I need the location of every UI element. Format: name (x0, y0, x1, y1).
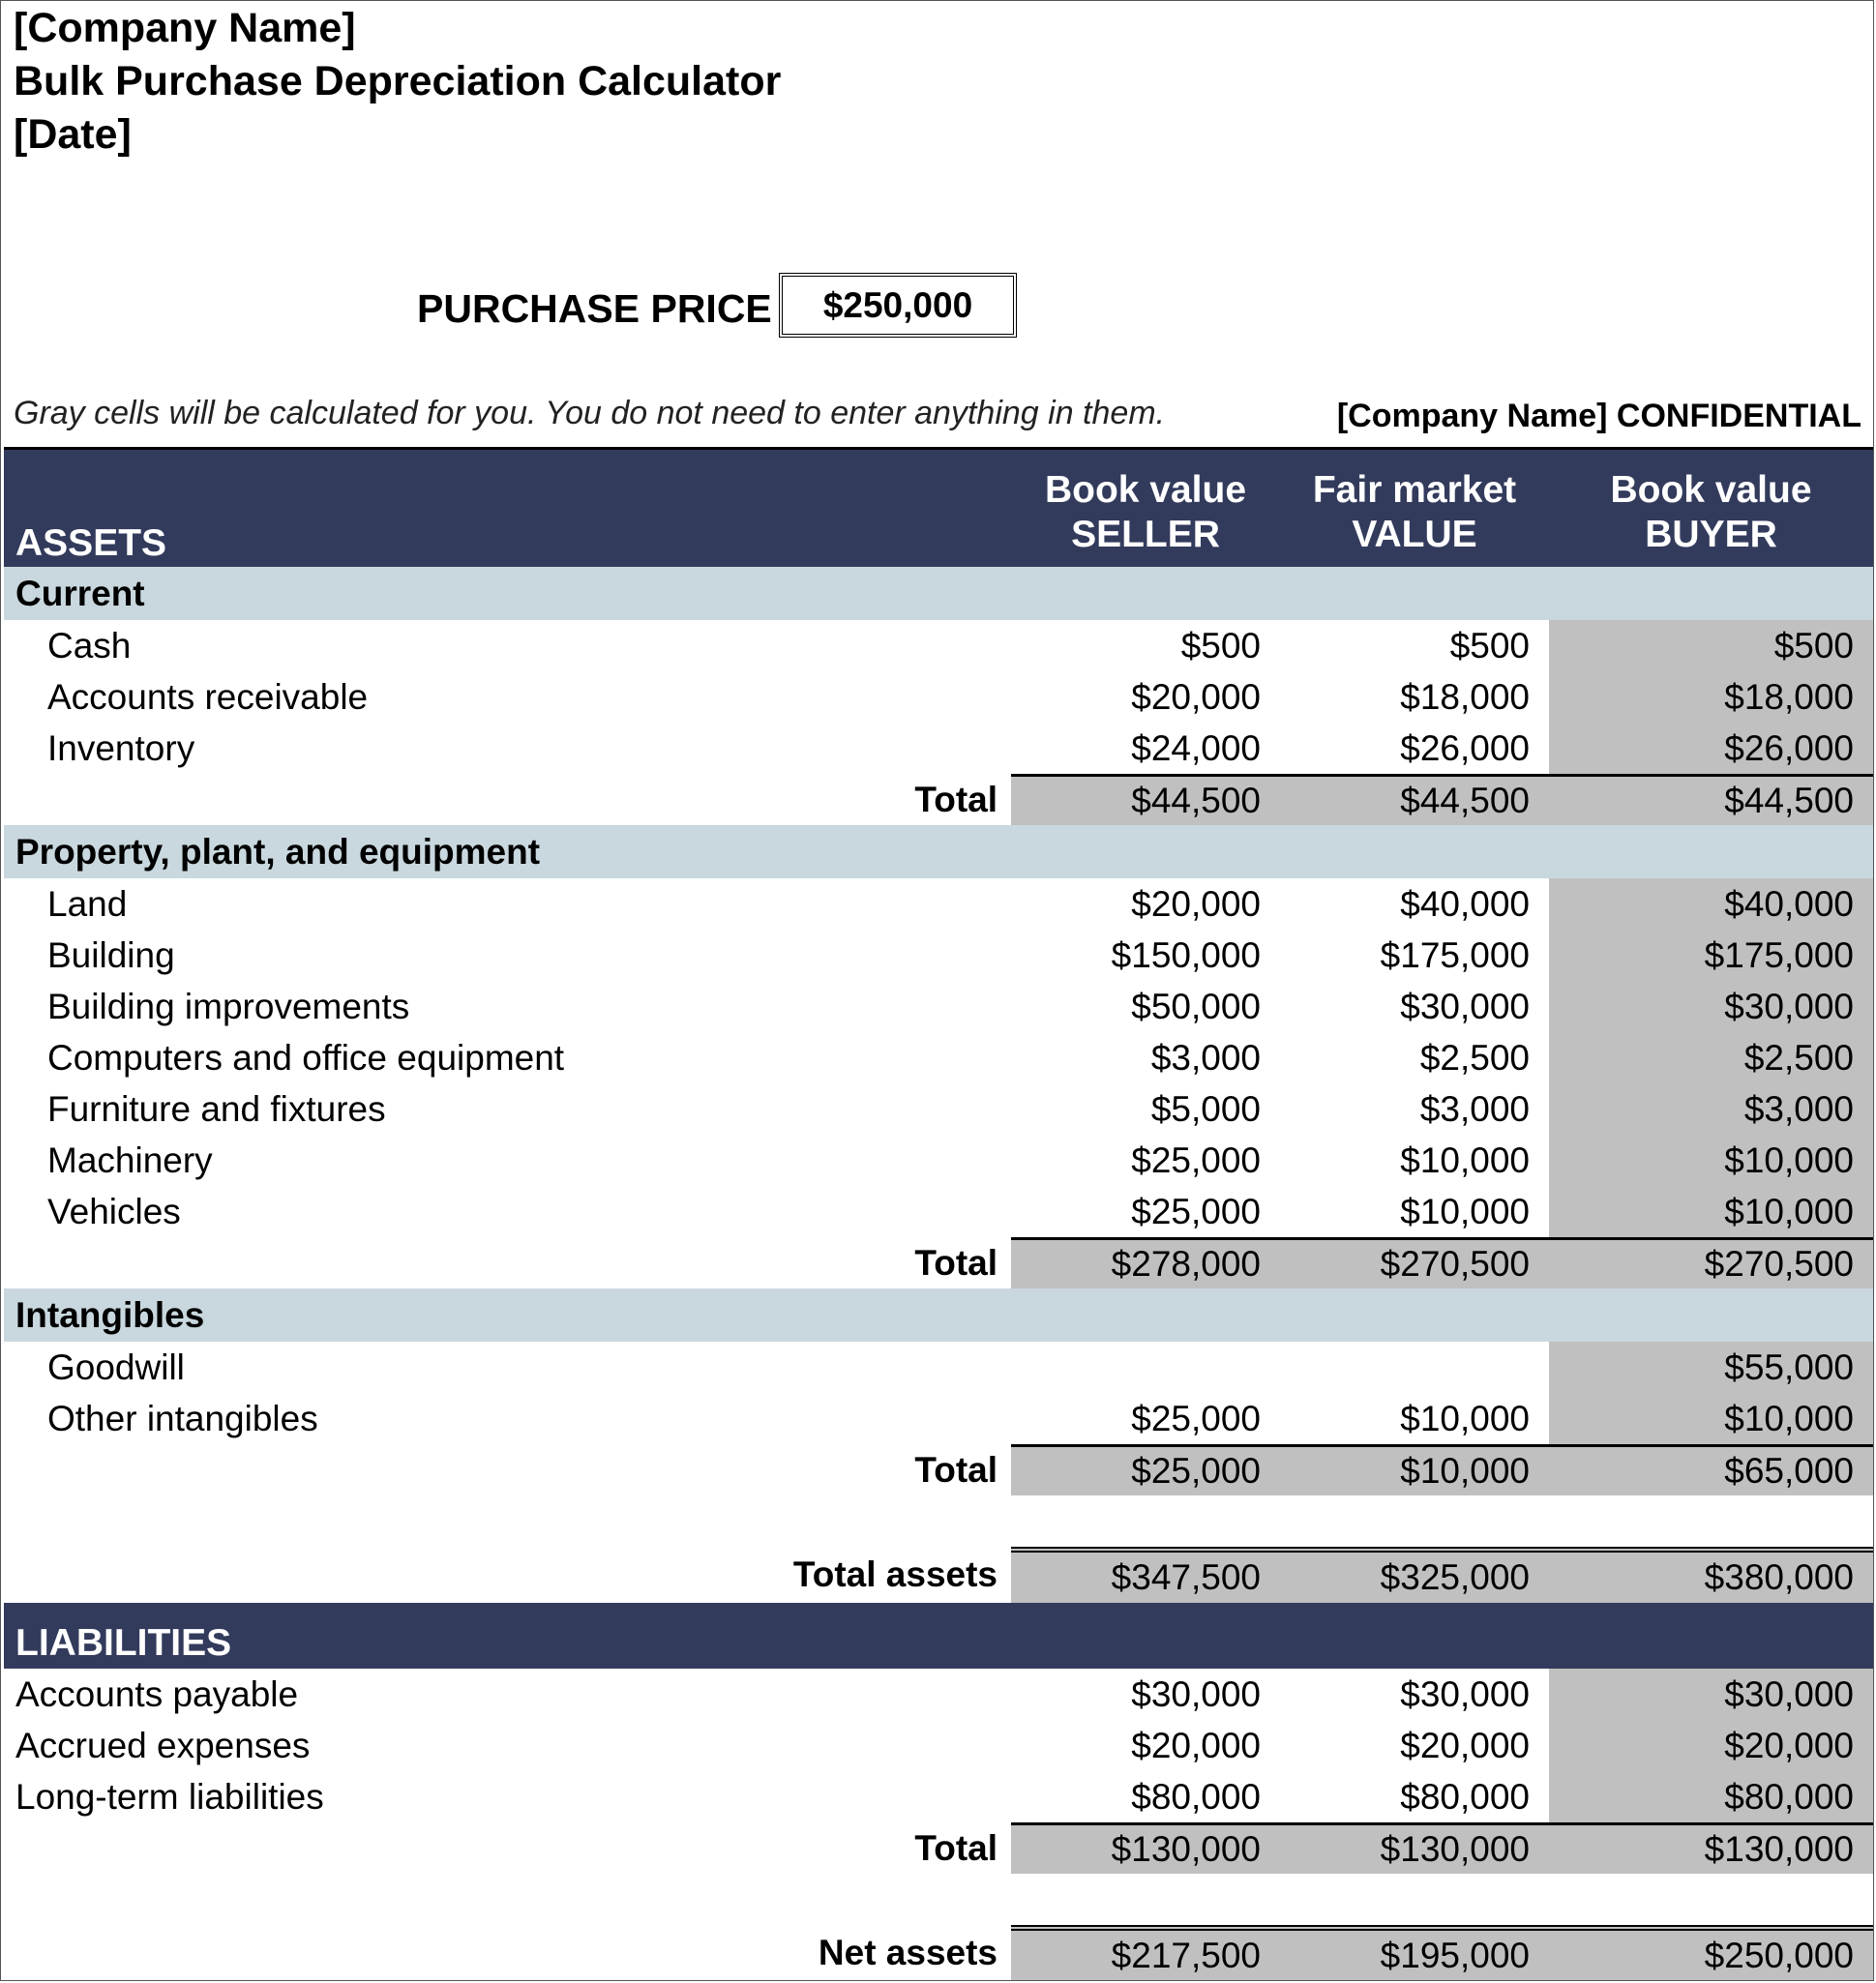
assets-heading: ASSETS (15, 522, 167, 564)
seller-cell[interactable]: $20,000 (1131, 1725, 1261, 1765)
row-label: Furniture and fixtures (47, 1088, 386, 1129)
seller-total: $25,000 (1011, 1444, 1280, 1495)
table-row (4, 1669, 1873, 1720)
col-seller-line2: SELLER (1071, 513, 1220, 555)
row-label: Machinery (47, 1139, 213, 1180)
seller-cell[interactable]: $30,000 (1131, 1673, 1261, 1714)
category-current (4, 567, 1873, 620)
fmv-net-assets: $195,000 (1280, 1925, 1549, 1981)
buyer-cell: $175,000 (1549, 930, 1873, 981)
liabilities-header-row (4, 1603, 1873, 1669)
buyer-cell: $80,000 (1549, 1771, 1873, 1822)
buyer-cell: $18,000 (1549, 671, 1873, 723)
table-row (4, 930, 1873, 981)
table-row (4, 981, 1873, 1032)
fmv-cell[interactable]: $10,000 (1400, 1191, 1530, 1231)
seller-cell[interactable]: $20,000 (1131, 676, 1261, 717)
fmv-cell[interactable] (1280, 1342, 1549, 1393)
category-ppe (4, 825, 1873, 878)
total-row-intangibles (4, 1444, 1873, 1495)
page-title: Bulk Purchase Depreciation Calculator (14, 58, 782, 104)
buyer-total: $65,000 (1549, 1444, 1873, 1495)
instruction-note: Gray cells will be calculated for you. You do not need to enter anything in them. (14, 395, 1166, 431)
fmv-total: $10,000 (1280, 1444, 1549, 1495)
total-assets-label: Total assets (792, 1554, 998, 1594)
fmv-cell[interactable]: $18,000 (1400, 676, 1530, 717)
table-row (4, 1393, 1873, 1444)
col-buyer-line1: Book value (1610, 468, 1812, 511)
col-seller-line1: Book value (1044, 468, 1247, 511)
row-label: Building (47, 934, 175, 975)
row-label: Cash (47, 625, 132, 666)
table-row (4, 1720, 1873, 1771)
confidential-label: [Company Name] CONFIDENTIAL (1336, 398, 1861, 434)
row-label: Accounts payable (15, 1673, 299, 1714)
table-row (4, 723, 1873, 774)
seller-cell[interactable]: $500 (1180, 625, 1261, 666)
total-label: Total (914, 1242, 998, 1283)
col-fmv-line2: VALUE (1352, 513, 1477, 555)
assets-header-row (4, 447, 1873, 567)
buyer-cell: $10,000 (1549, 1135, 1873, 1186)
seller-cell[interactable]: $25,000 (1131, 1139, 1261, 1180)
fmv-cell[interactable]: $80,000 (1400, 1776, 1530, 1817)
seller-cell[interactable]: $80,000 (1131, 1776, 1261, 1817)
row-label: Other intangibles (47, 1398, 318, 1438)
seller-cell[interactable]: $5,000 (1150, 1088, 1261, 1129)
row-label: Computers and office equipment (47, 1037, 565, 1078)
report-date: [Date] (14, 111, 132, 158)
fmv-cell[interactable]: $2,500 (1419, 1037, 1530, 1078)
spacer-row (4, 1874, 1873, 1925)
table-row (4, 1135, 1873, 1186)
table-row (4, 1083, 1873, 1135)
buyer-net-assets: $250,000 (1549, 1925, 1873, 1981)
net-assets-row (4, 1925, 1873, 1981)
purchase-price-input[interactable]: $250,000 (779, 273, 1017, 338)
buyer-cell: $20,000 (1549, 1720, 1873, 1771)
seller-cell[interactable]: $150,000 (1111, 934, 1261, 975)
buyer-cell: $10,000 (1549, 1393, 1873, 1444)
row-label: Land (47, 883, 128, 924)
seller-total-assets: $347,500 (1011, 1547, 1280, 1603)
depreciation-table (4, 447, 1873, 1981)
seller-cell[interactable]: $20,000 (1131, 883, 1261, 924)
fmv-cell[interactable]: $10,000 (1400, 1398, 1530, 1438)
fmv-cell[interactable]: $30,000 (1400, 1673, 1530, 1714)
fmv-cell[interactable]: $3,000 (1419, 1088, 1530, 1129)
col-header-fmv (1280, 450, 1549, 567)
table-row (4, 1342, 1873, 1393)
row-label: Accrued expenses (15, 1725, 311, 1765)
fmv-total: $44,500 (1280, 774, 1549, 825)
total-row-ppe (4, 1237, 1873, 1288)
total-row-current (4, 774, 1873, 825)
buyer-cell: $500 (1549, 620, 1873, 671)
seller-total: $130,000 (1011, 1822, 1280, 1874)
fmv-cell[interactable]: $175,000 (1380, 934, 1530, 975)
buyer-cell: $3,000 (1549, 1083, 1873, 1135)
row-label: Long-term liabilities (15, 1776, 324, 1817)
seller-cell[interactable] (1011, 1342, 1280, 1393)
col-buyer-line2: BUYER (1645, 513, 1777, 555)
seller-net-assets: $217,500 (1011, 1925, 1280, 1981)
total-label: Total (914, 1827, 998, 1868)
liabilities-heading: LIABILITIES (15, 1622, 232, 1664)
category-intangibles (4, 1288, 1873, 1342)
fmv-cell[interactable]: $10,000 (1400, 1139, 1530, 1180)
row-label: Accounts receivable (47, 676, 369, 717)
buyer-cell: $10,000 (1549, 1186, 1873, 1237)
row-label: Vehicles (47, 1191, 181, 1231)
fmv-cell[interactable]: $500 (1449, 625, 1530, 666)
spacer-row (4, 1495, 1873, 1547)
buyer-total: $270,500 (1549, 1237, 1873, 1288)
total-label: Total (914, 1449, 998, 1490)
col-header-buyer (1549, 450, 1873, 567)
fmv-cell[interactable]: $26,000 (1400, 727, 1530, 768)
row-label: Building improvements (47, 986, 410, 1026)
fmv-total-assets: $325,000 (1280, 1547, 1549, 1603)
fmv-cell[interactable]: $40,000 (1400, 883, 1530, 924)
seller-cell[interactable]: $25,000 (1131, 1398, 1261, 1438)
seller-cell[interactable]: $25,000 (1131, 1191, 1261, 1231)
buyer-cell: $40,000 (1549, 878, 1873, 930)
table-row (4, 671, 1873, 723)
fmv-cell[interactable]: $30,000 (1400, 986, 1530, 1026)
buyer-cell: $30,000 (1549, 1669, 1873, 1720)
seller-total: $44,500 (1011, 774, 1280, 825)
row-label: Goodwill (47, 1347, 185, 1387)
net-assets-label: Net assets (818, 1933, 998, 1972)
buyer-total-assets: $380,000 (1549, 1547, 1873, 1603)
purchase-price-label: PURCHASE PRICE (417, 286, 772, 331)
buyer-cell: $2,500 (1549, 1032, 1873, 1083)
row-label: Inventory (47, 727, 195, 768)
fmv-total: $270,500 (1280, 1237, 1549, 1288)
table-row (4, 1186, 1873, 1237)
col-fmv-line1: Fair market (1312, 468, 1517, 511)
buyer-cell: $30,000 (1549, 981, 1873, 1032)
seller-total: $278,000 (1011, 1237, 1280, 1288)
company-name: [Company Name] (14, 5, 356, 51)
seller-cell[interactable]: $3,000 (1150, 1037, 1261, 1078)
category-title: Current (15, 573, 145, 613)
buyer-total: $130,000 (1549, 1822, 1873, 1874)
fmv-cell[interactable]: $20,000 (1400, 1725, 1530, 1765)
total-assets-row (4, 1547, 1873, 1603)
fmv-total: $130,000 (1280, 1822, 1549, 1874)
seller-cell[interactable]: $24,000 (1131, 727, 1261, 768)
table-row (4, 1032, 1873, 1083)
total-row-liabilities (4, 1822, 1873, 1874)
buyer-cell: $55,000 (1549, 1342, 1873, 1393)
table-row (4, 1771, 1873, 1822)
buyer-total: $44,500 (1549, 774, 1873, 825)
total-label: Total (914, 779, 998, 819)
category-title: Intangibles (15, 1294, 205, 1335)
buyer-cell: $26,000 (1549, 723, 1873, 774)
table-row (4, 620, 1873, 671)
seller-cell[interactable]: $50,000 (1131, 986, 1261, 1026)
col-header-seller (1011, 450, 1280, 567)
category-title: Property, plant, and equipment (15, 831, 541, 872)
table-row (4, 878, 1873, 930)
